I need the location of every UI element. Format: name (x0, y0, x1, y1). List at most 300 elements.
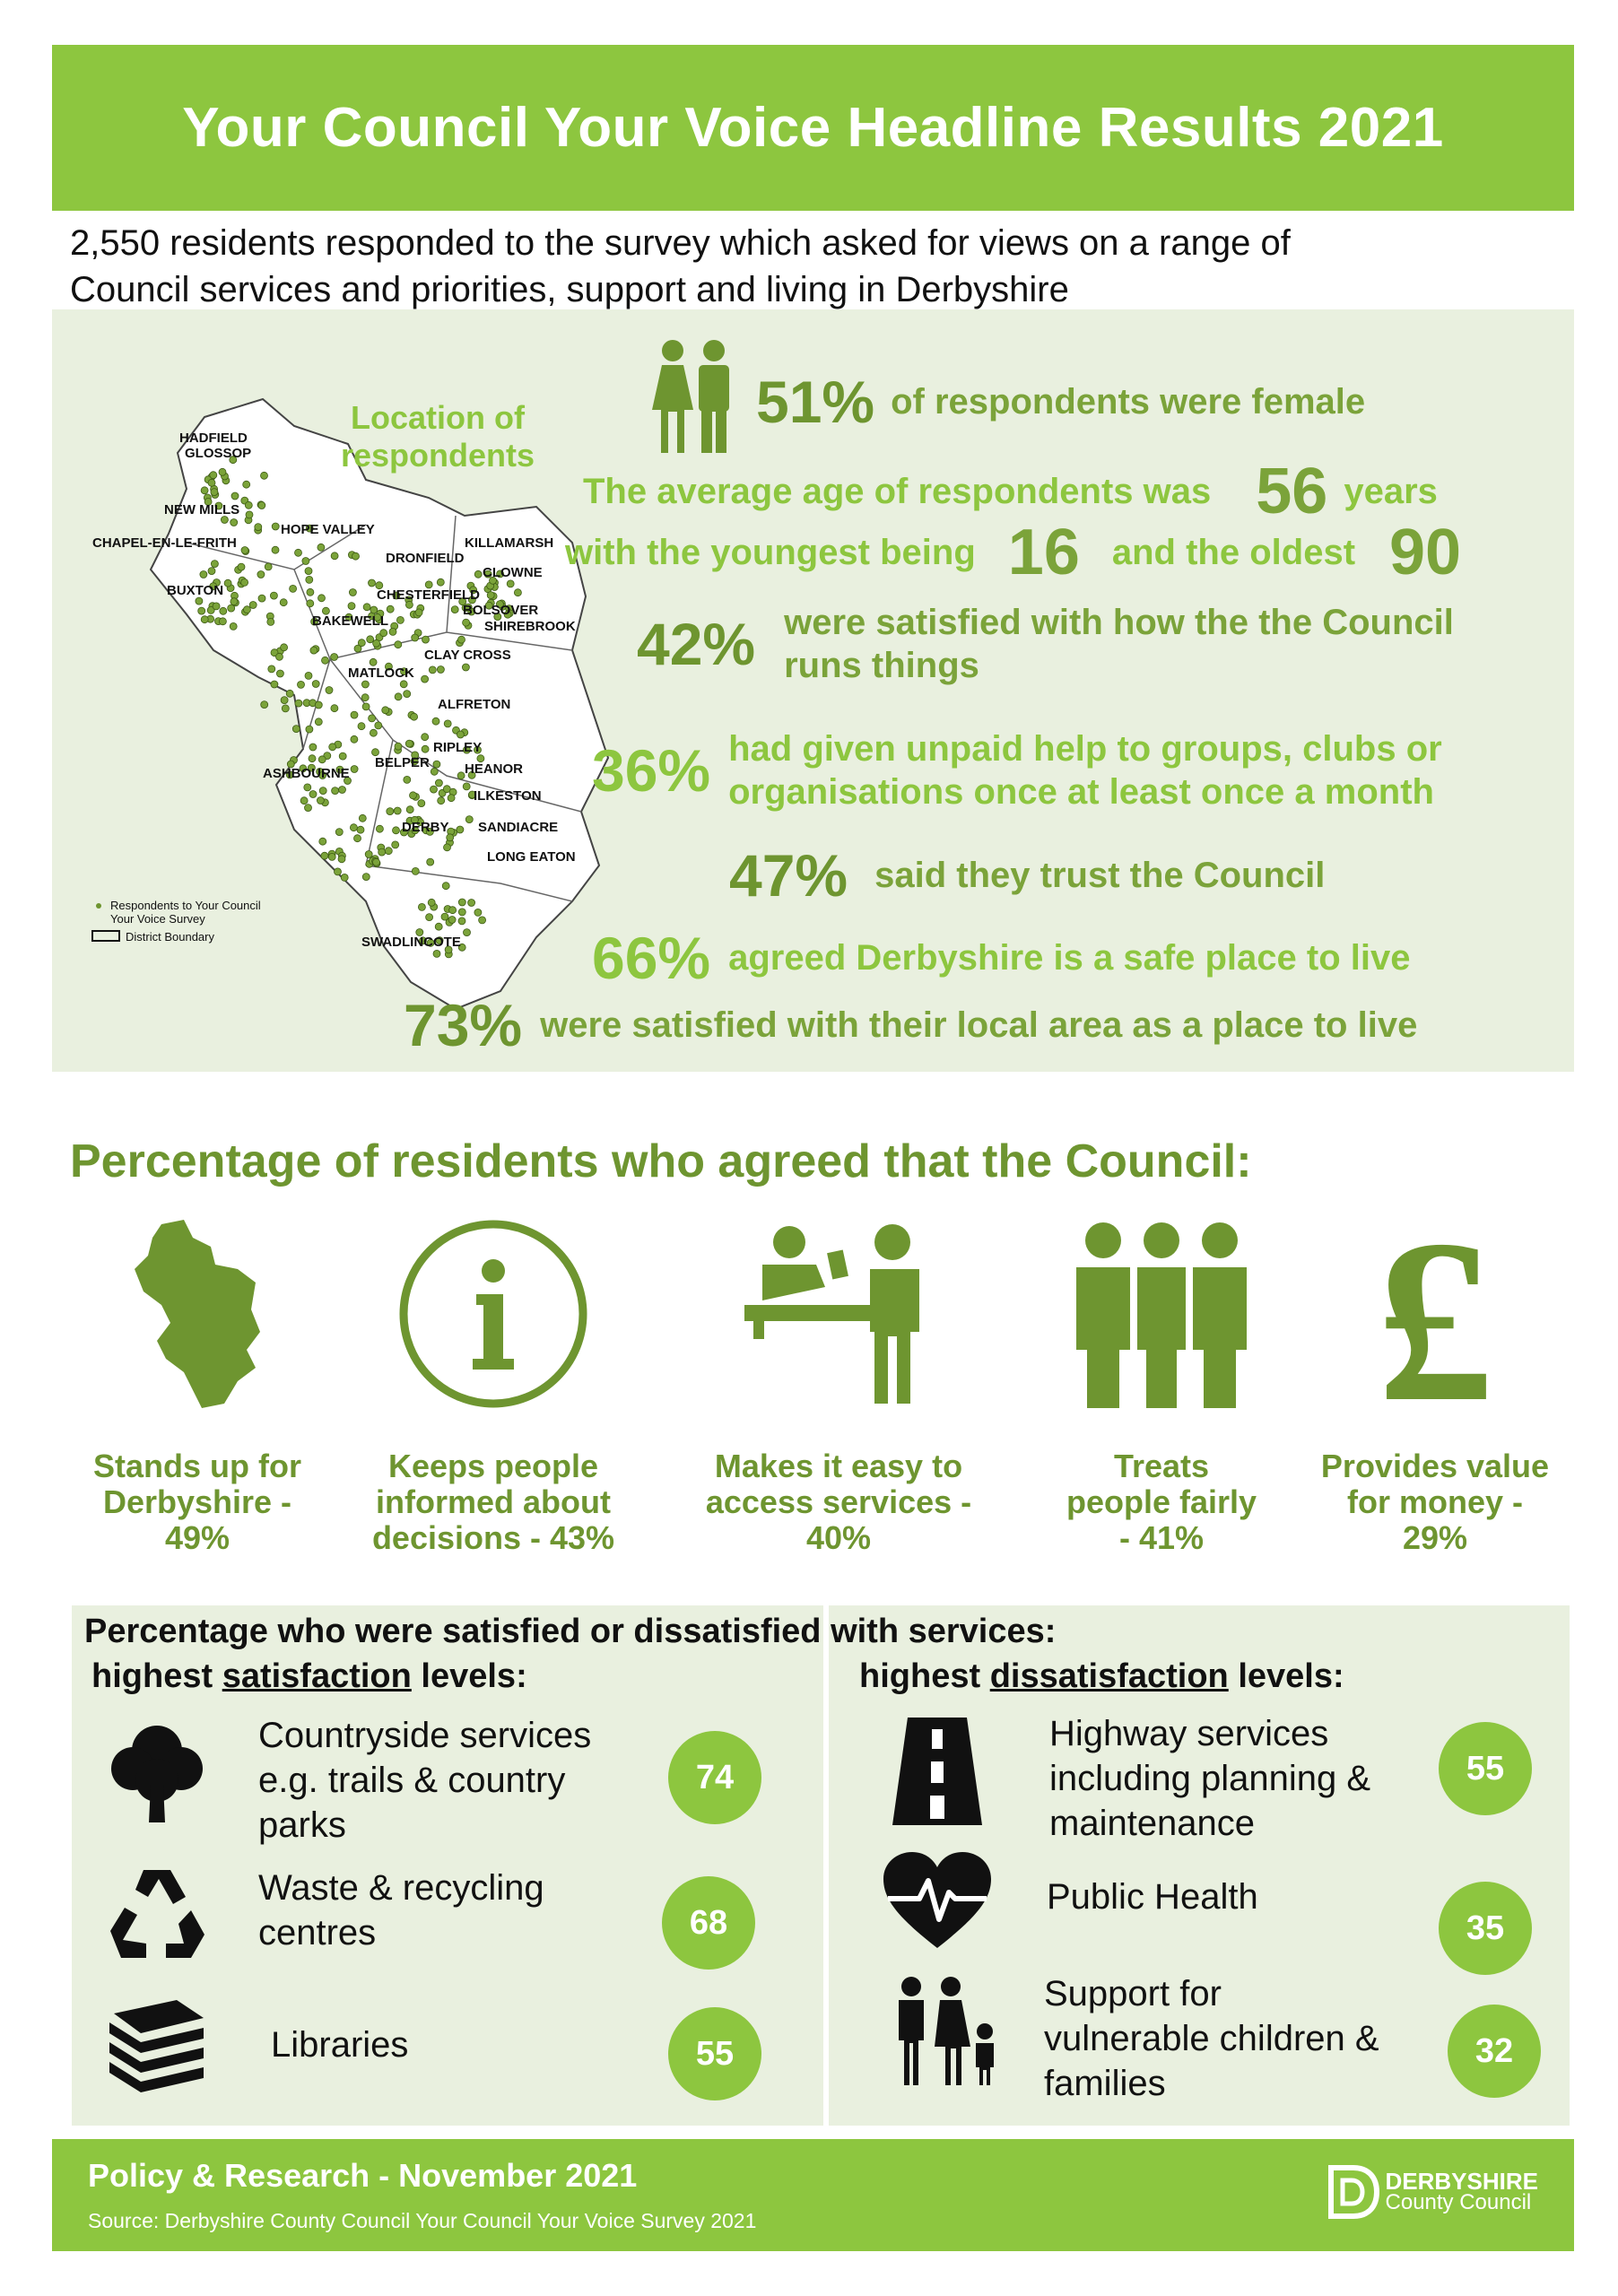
logo-line-2: County Council (1385, 2190, 1532, 2214)
respondent-dot (369, 715, 376, 722)
respondent-dot (431, 768, 438, 775)
stat-safe-value: 66% (592, 925, 711, 991)
respondent-dot (258, 502, 265, 509)
service-line: Public Health (1047, 1877, 1258, 1917)
respondent-dot (432, 718, 439, 725)
respondent-dot (272, 523, 279, 530)
respondent-dot (315, 718, 322, 726)
respondent-dot (429, 666, 436, 674)
respondent-dot (358, 723, 365, 730)
stat-safe (592, 924, 1410, 992)
respondent-dot (418, 800, 425, 807)
agreed-stands-up (49, 1215, 345, 1556)
respondent-dot (267, 618, 274, 625)
respondent-dot (479, 917, 486, 924)
town-label: SHIREBROOK (484, 619, 576, 634)
respondent-dot (458, 636, 465, 643)
service-line: parks (258, 1805, 346, 1845)
town-label: ILKESTON (474, 788, 542, 804)
respondent-dot (370, 606, 378, 613)
respondent-dot (261, 701, 268, 709)
respondent-dot (487, 592, 494, 599)
respondent-dot (282, 705, 289, 712)
respondent-dot (261, 472, 268, 479)
respondent-dot (354, 835, 361, 842)
legend-boundary: District Boundary (126, 930, 214, 944)
respondent-dot (341, 874, 348, 881)
respondent-dot (295, 700, 302, 707)
respondent-dot (444, 720, 451, 727)
respondent-dot (312, 681, 319, 688)
town-label: CLAY CROSS (424, 648, 511, 663)
respondent-dot (405, 740, 413, 747)
sat-value-libraries: 55 (668, 2007, 761, 2100)
town-label: BUXTON (167, 583, 224, 598)
service-desk-icon (735, 1215, 942, 1413)
stat-safe-text: agreed Derbyshire is a safe place to live (728, 938, 1411, 978)
respondent-dot (268, 665, 275, 673)
respondent-dot (463, 619, 470, 626)
town-label: BOLSOVER (463, 603, 539, 618)
respondent-dot (438, 797, 445, 804)
respondent-dot (448, 795, 455, 802)
respondent-dot (201, 616, 208, 623)
respondent-dot (338, 856, 345, 863)
respondent-dot (319, 787, 326, 795)
respondent-dot (249, 602, 257, 609)
service-line: families (1044, 2064, 1166, 2103)
town-label: MATLOCK (348, 665, 414, 681)
respondent-dot (245, 501, 252, 509)
respondent-dot (307, 600, 314, 607)
services-divider (823, 1605, 829, 2126)
respondent-dot (474, 570, 482, 578)
agreed-label-line: for money - (1346, 1483, 1523, 1520)
legend-respondents: Respondents to Your Council (110, 899, 261, 912)
respondent-dot (305, 804, 312, 812)
agreed-keeps-informed (345, 1215, 641, 1556)
respondent-dot (298, 681, 305, 688)
respondent-dot (290, 585, 297, 592)
satisfaction-heading (91, 1657, 527, 1696)
respondent-dot (318, 595, 326, 602)
stat-satisfied-line-2: runs things (784, 646, 979, 685)
respondent-dot (272, 546, 279, 553)
page-title: Your Council Your Voice Headline Results 2021 (182, 97, 1444, 159)
respondent-dot (317, 797, 324, 804)
respondent-dot (350, 824, 357, 831)
respondent-dot (358, 639, 365, 647)
respondent-dot (319, 838, 326, 845)
sat-heading-underlined: satisfaction (222, 1657, 412, 1695)
respondent-dot (335, 829, 343, 836)
agreed-label-line: Stands up for (93, 1448, 301, 1484)
stat-unpaid-line-1: had given unpaid help to groups, clubs or (728, 729, 1442, 769)
respondent-dot (306, 726, 313, 733)
stat-trust-text: said they trust the Council (874, 856, 1326, 895)
respondent-dot (444, 844, 451, 851)
stat-satisfied-value: 42% (637, 611, 756, 677)
legend-respondents-2: Your Voice Survey (110, 912, 205, 926)
respondent-dot (412, 634, 419, 641)
respondent-dot (457, 731, 464, 738)
derbyshire-logo (1327, 2164, 1538, 2220)
recycling-icon (103, 1861, 211, 1964)
respondent-dot (395, 641, 402, 648)
stat-age-years: years (1344, 472, 1438, 511)
town-label: CLOWNE (483, 565, 543, 580)
respondent-dot (464, 929, 471, 936)
respondent-dot (357, 826, 364, 833)
respondent-dot (465, 816, 473, 823)
respondent-dot (376, 825, 383, 832)
respondent-dot (243, 606, 250, 613)
respondent-dot (265, 563, 272, 570)
respondent-dot (507, 580, 514, 587)
respondent-dot (387, 605, 394, 613)
dis-value-vulnerable-children: 32 (1448, 2005, 1541, 2098)
town-label: RIPLEY (433, 740, 483, 755)
respondent-dot (404, 776, 411, 783)
agreed-label-line: Derbyshire - (102, 1483, 292, 1520)
stat-unpaid-value: 36% (592, 737, 711, 804)
respondent-dot (211, 561, 218, 568)
agreed-label (1287, 1448, 1583, 1556)
agreed-label (49, 1448, 345, 1556)
respondent-dot (361, 694, 369, 701)
respondent-dot (404, 691, 411, 698)
respondent-dot (359, 814, 366, 822)
service-line: Waste & recycling (258, 1868, 544, 1908)
respondent-dot (448, 917, 456, 924)
respondent-dot (426, 914, 433, 921)
town-label: SWADLINCOTE (361, 935, 461, 950)
respondent-dot (365, 851, 372, 858)
respondent-dot (457, 826, 464, 833)
town-label: NEW MILLS (164, 502, 240, 517)
respondent-dot (418, 903, 425, 910)
sat-value-waste: 68 (662, 1876, 755, 1970)
town-label: DERBY (402, 820, 449, 835)
town-label: HEANOR (465, 761, 524, 777)
respondent-dot (369, 579, 376, 587)
logo-text (1386, 2170, 1538, 2213)
respondent-dot (276, 670, 283, 677)
respondent-dot (331, 654, 338, 661)
respondent-dot (258, 595, 265, 602)
respondent-dot (451, 606, 458, 613)
respondent-dot (468, 900, 475, 907)
stat-local-value: 73% (404, 992, 523, 1058)
respondent-dot (307, 588, 314, 596)
respondent-dot (462, 664, 469, 671)
stat-trust-value: 47% (729, 842, 848, 909)
respondent-dot (339, 752, 346, 760)
respondent-dot (326, 687, 333, 694)
respondent-dot (395, 693, 402, 700)
respondent-dot (433, 761, 440, 768)
respondent-dot (422, 675, 429, 683)
respondent-dot (380, 630, 387, 637)
dis-value-highways: 55 (1439, 1722, 1532, 1815)
stat-age-average-value: 56 (1256, 456, 1328, 527)
respondent-dot (415, 609, 422, 616)
stat-age-range (565, 516, 1461, 589)
derbyshire-logo-icon (1327, 2164, 1380, 2220)
map-title-line-1: Location of (351, 399, 525, 436)
respondent-dot (393, 827, 400, 834)
respondent-dot (200, 571, 207, 578)
stat-female-text: of respondents were female (891, 382, 1366, 422)
respondent-dot (437, 666, 444, 674)
stat-age-oldest-value: 90 (1389, 517, 1462, 588)
town-label: LONG EATON (487, 849, 576, 865)
dis-service-vulnerable-children (1044, 1971, 1379, 2106)
respondent-dot (382, 707, 389, 714)
dis-heading-pre: highest (859, 1657, 990, 1695)
respondent-dot (281, 697, 288, 704)
sat-heading-pre: highest (91, 1657, 222, 1695)
respondent-dot (295, 549, 302, 556)
agreed-label-line: - 41% (1118, 1519, 1205, 1556)
respondent-dot (474, 909, 482, 916)
service-line: e.g. trails & country (258, 1761, 566, 1800)
respondent-dot (422, 636, 430, 643)
respondent-dot (241, 547, 248, 554)
respondent-dot (270, 592, 277, 599)
respondent-dot (231, 598, 238, 605)
respondent-dot (304, 784, 311, 791)
respondent-dot (213, 603, 220, 610)
stat-unpaid-line-2: organisations once at least once a month (728, 772, 1434, 812)
county-outline (151, 399, 608, 1009)
respondent-dot (210, 472, 217, 479)
respondent-dot (433, 950, 440, 957)
town-label: HADFIELD (179, 430, 248, 446)
respondent-dot (201, 487, 208, 494)
respondent-dot (367, 636, 374, 643)
respondent-dot (318, 544, 325, 551)
respondent-dot (373, 639, 380, 647)
stat-trust (729, 841, 1325, 909)
respondent-dot (243, 481, 250, 488)
respondent-dot (241, 578, 248, 586)
stat-satisfied-council (637, 601, 1454, 687)
agreed-label-line: decisions - 43% (371, 1519, 615, 1556)
respondent-dot (292, 726, 300, 733)
respondent-dot (378, 848, 386, 856)
respondent-dot (422, 734, 429, 741)
service-line: Countryside services (258, 1716, 592, 1755)
respondent-dot (246, 511, 253, 518)
respondent-dot (349, 589, 356, 596)
agreed-value-money (1287, 1215, 1583, 1556)
footer-banner (52, 2139, 1574, 2251)
sat-heading-post: levels: (411, 1657, 527, 1695)
service-line: Highway services (1049, 1714, 1329, 1753)
agreed-label (691, 1448, 987, 1556)
dis-heading-underlined: dissatisfaction (989, 1657, 1229, 1695)
respondent-dot (196, 597, 203, 604)
town-label: SANDIACRE (478, 820, 559, 835)
header-banner (52, 45, 1574, 211)
respondent-dot (208, 479, 215, 486)
stat-local-area (404, 991, 1417, 1059)
respondent-dot (300, 797, 308, 804)
respondent-dot (437, 578, 444, 586)
town-label: BELPER (375, 755, 430, 770)
respondent-dot (332, 787, 339, 795)
sat-service-countryside (258, 1713, 591, 1848)
stat-local-text: were satisfied with their local area as a place to live (540, 1005, 1418, 1045)
stat-satisfied-line-1: were satisfied with how the the Council (784, 603, 1454, 642)
town-label: HOPE VALLEY (281, 522, 375, 537)
sat-value-countryside: 74 (668, 1731, 761, 1824)
respondent-dot (219, 618, 226, 625)
respondent-dot (395, 743, 402, 750)
respondent-dot (231, 519, 238, 526)
stat-female-value: 51% (756, 369, 875, 435)
respondent-dot (396, 616, 404, 623)
respondent-dot (309, 791, 317, 798)
respondent-dot (329, 744, 336, 751)
agreed-label-line: 49% (164, 1519, 231, 1556)
town-label: KILLAMARSH (465, 535, 554, 551)
respondent-dot (335, 868, 342, 875)
map-title (330, 399, 545, 474)
respondent-dot (394, 807, 401, 814)
sat-service-waste (258, 1866, 544, 1955)
agreed-label-line: Makes it easy to (714, 1448, 963, 1484)
respondent-dot (392, 841, 399, 848)
respondent-dot (286, 690, 293, 697)
town-label: CHESTERFIELD (377, 587, 481, 603)
respondent-dot (435, 779, 442, 787)
agreed-label-line: Provides value (1320, 1448, 1550, 1484)
books-icon (100, 1996, 213, 2094)
respondent-dot (375, 722, 382, 729)
respondent-dot (309, 744, 317, 751)
respondent-dot (348, 603, 355, 610)
respondent-dot (305, 568, 312, 575)
respondent-dot (224, 579, 231, 587)
sat-service-libraries (271, 2022, 408, 2067)
respondent-dot (351, 735, 358, 743)
respondent-dot (211, 489, 218, 496)
town-label: ALFRETON (438, 697, 511, 712)
town-label: BAKEWELL (312, 613, 388, 629)
agreed-label-line: Keeps people (387, 1448, 599, 1484)
agreed-access-services (691, 1215, 987, 1556)
respondent-dot (281, 644, 288, 651)
respondent-dot (306, 576, 313, 583)
respondent-dot (449, 907, 457, 914)
respondent-dot (305, 672, 312, 679)
stat-female (756, 368, 1365, 436)
agreed-label-line: 29% (1402, 1519, 1468, 1556)
respondent-dot (331, 705, 338, 712)
respondent-dot (309, 755, 316, 762)
group-people-icon (1058, 1215, 1265, 1413)
stat-satisfied-text (784, 601, 1454, 687)
respondent-dot (321, 852, 328, 859)
agreed-label (1013, 1448, 1309, 1556)
respondent-dot (428, 899, 435, 906)
respondent-dot (257, 571, 265, 578)
respondent-dot (447, 834, 454, 841)
respondent-dot (331, 552, 338, 560)
respondent-dot (255, 524, 262, 531)
respondent-dot (339, 787, 346, 794)
respondent-dot (362, 703, 370, 710)
footer-source: Source: Derbyshire County Council Your Council Your Voice Survey 2021 (88, 2209, 757, 2232)
stat-age-text-3: and the oldest (1111, 533, 1356, 572)
respondent-dot (276, 653, 283, 660)
respondent-dot (219, 468, 226, 475)
map-title-line-2: respondents (340, 437, 535, 474)
respondent-dot (410, 792, 417, 799)
service-line: Support for (1044, 1974, 1222, 2013)
respondent-dot (198, 607, 205, 614)
respondent-dot (328, 853, 335, 860)
respondent-dot (310, 647, 318, 654)
respondent-dot (362, 874, 370, 881)
respondent-dot (458, 918, 465, 925)
respondent-dot (387, 808, 394, 815)
respondent-dot (385, 848, 392, 855)
respondent-dot (435, 923, 442, 930)
respondent-dot (318, 756, 326, 763)
respondent-dot (351, 766, 358, 773)
logo-line-1: DERBYSHIRE (1385, 2168, 1538, 2195)
footer-title: Policy & Research - November 2021 (88, 2157, 638, 2194)
respondent-dot (441, 913, 448, 920)
stat-unpaid-text (728, 727, 1442, 813)
intro-line-2: Council services and priorities, support and living in Derbyshire (70, 270, 1069, 309)
respondent-dot (231, 492, 239, 500)
respondent-dot (400, 681, 407, 688)
agreed-label-line: 40% (805, 1519, 872, 1556)
respondent-dot (322, 657, 329, 664)
road-icon (888, 1713, 987, 1830)
stat-age-youngest-value: 16 (1007, 517, 1080, 588)
agreed-label-line: informed about (376, 1483, 611, 1520)
svg-text:£: £ (1377, 1215, 1493, 1413)
respondent-dot (406, 806, 413, 813)
heart-pulse-icon (879, 1849, 996, 1952)
services-panel (72, 1605, 1570, 2126)
respondent-dot (370, 729, 377, 736)
stat-age-text-1: The average age of respondents was (583, 472, 1212, 511)
map-legend (92, 899, 261, 944)
intro-line-1: 2,550 residents responded to the survey which asked for views on a range of (70, 223, 1291, 263)
town-label: CHAPEL-EN-LE-FRITH (92, 535, 237, 551)
agreed-label-line: people fairly (1066, 1483, 1257, 1520)
dis-service-highways (1049, 1711, 1370, 1846)
town-label: DRONFIELD (386, 551, 465, 566)
stat-age-text-2: with the youngest being (565, 533, 976, 572)
respondent-dot (361, 681, 369, 688)
respondent-dot (463, 783, 470, 790)
pound-sign-icon (1332, 1215, 1538, 1413)
dissatisfaction-heading (859, 1657, 1344, 1696)
male-female-icon (648, 338, 738, 455)
headline-panel (52, 309, 1574, 1072)
service-line: Libraries (271, 2025, 409, 2065)
agreed-label (345, 1448, 641, 1556)
respondent-dot (458, 909, 465, 916)
respondent-dot (373, 858, 380, 865)
